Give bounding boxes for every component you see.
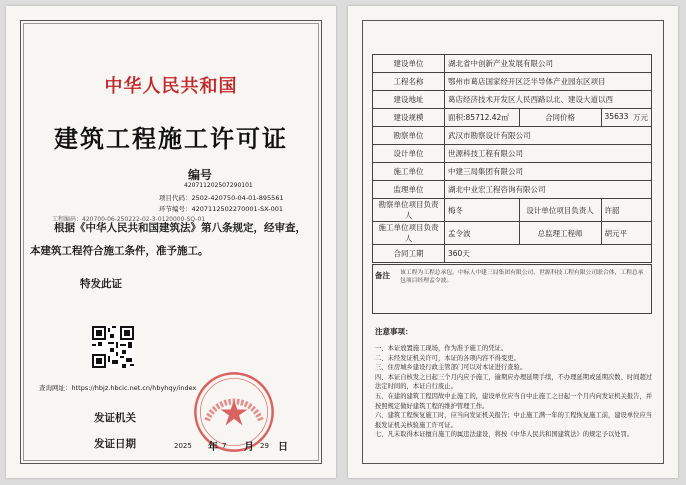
day-char: 日	[278, 442, 288, 453]
project-code: 项目代码：2502-420750-04-01-895561	[159, 194, 284, 202]
builder-value: 湖北省中创新产业发展有限公司	[445, 55, 652, 73]
list-item: 五、在建的建筑工程因故中止施工的，建设单位应当自中止施工之日起一个月内向发证机关报告，并按照规定做好建筑工程的维护管理工作。	[375, 392, 653, 410]
list-item: 六、建筑工程恢复施工时，应当向发证机关报告；中止施工满一年的工程恢复施工前，建设单位应当报发证机关核验施工许可证。	[375, 412, 653, 429]
construct-value: 中建三局集团有限公司	[445, 163, 652, 181]
survey-value: 武汉市勘察设计有限公司	[445, 127, 652, 145]
permit-info-table	[372, 54, 652, 263]
list-item: 四、本证自核发之日起三个月内应予施工，逾期应办理延期手续，不办理延期或延期次数、时间超过法定时间的，本证自行废止。	[375, 373, 653, 391]
supervise-value: 湖北中业宏工程咨询有限公司	[445, 181, 652, 199]
design-label: 设计单位	[373, 145, 445, 163]
certificate-title: 建筑工程施工许可证	[54, 124, 288, 153]
table-row	[373, 127, 652, 145]
table-row	[373, 199, 652, 222]
permit-front-page	[6, 6, 336, 478]
address-label: 建设地址	[373, 91, 445, 109]
body-text-line1: 根据《中华人民共和国建筑法》第八条规定，经审查，	[54, 222, 306, 234]
cautions-title: 注意事项：	[375, 327, 413, 336]
table-row	[373, 109, 652, 127]
table-row	[373, 245, 652, 263]
engineering-code: 工程编码：420700-06-250222-02-3-0120000-SQ-01	[52, 216, 206, 223]
list-item: 二、未经发证机关许可，本证的各项内容不得变更。	[375, 354, 520, 362]
table-row	[373, 73, 652, 91]
construct-pm-value: 孟令波	[445, 222, 520, 245]
table-row	[373, 181, 652, 199]
issue-day: 29	[260, 442, 269, 450]
query-url: 查询网址：https://hbjz.hbcic.net.cn/hbyhqy/index	[39, 384, 197, 392]
table-row	[373, 145, 652, 163]
construct-pm-label: 施工单位项目负责人	[373, 222, 445, 245]
design-pm-label: 设计单位项目负责人	[519, 199, 601, 222]
issue-date-label: 发证日期	[94, 438, 136, 450]
project-value: 鄂州市葛店国家经开区泛半导体产业园东区项目	[445, 73, 652, 91]
certificate-number: 420711202507290101	[184, 182, 253, 189]
chief-value: 胡元平	[601, 222, 651, 245]
period-label: 合同工期	[373, 245, 445, 263]
number-label: 编号	[188, 168, 213, 182]
list-item: 三、住房城乡建设行政主管部门可以对本证进行查验。	[375, 364, 527, 372]
env-code: 环节编号：42071125022700​01-SX-001	[159, 205, 284, 213]
table-row	[373, 55, 652, 73]
body-text-line2: 本建筑工程符合施工条件，准予施工。	[30, 245, 209, 257]
supervise-label: 监理单位	[373, 181, 445, 199]
design-value: 世源科技工程有限公司	[445, 145, 652, 163]
table-row	[373, 222, 652, 245]
issuer-label: 发证机关	[94, 412, 136, 424]
month-char: 月	[244, 442, 254, 453]
chief-label: 总监理工程师	[519, 222, 601, 245]
survey-label: 勘察单位	[373, 127, 445, 145]
builder-label: 建设单位	[373, 55, 445, 73]
scale-label: 建设规模	[373, 109, 445, 127]
list-item: 七、凡未取得本证擅自施工的属违法建设，将按《中华人民共和国建筑法》的规定予以处罚。	[375, 431, 634, 439]
price-value: 35633	[604, 112, 629, 121]
address-value: 葛店经济技术开发区人民西路以北、建设大道以西	[445, 91, 652, 109]
cautions-list	[375, 344, 653, 440]
table-row	[373, 91, 652, 109]
country-name: 中华人民共和国	[104, 76, 238, 97]
table-row	[373, 163, 652, 181]
price-cell	[601, 109, 651, 127]
construct-label: 施工单位	[373, 163, 445, 181]
price-unit: 万元	[633, 113, 648, 122]
price-label: 合同价格	[519, 109, 601, 127]
design-pm-value: 许韶	[601, 199, 651, 222]
list-item: 一、本证放置施工现场，作为准予施工的凭证。	[375, 345, 508, 352]
period-value: 360天	[445, 245, 652, 263]
remark-text: 该工程为工程总承包。中标人中建三局集团有限公司、世源科技工程有限公司联合体，工程总承包项目经理孟令波。	[400, 270, 644, 284]
scale-value: 面积:85712.42㎡	[445, 109, 520, 127]
issue-year: 2025	[174, 442, 192, 450]
special-issue-text: 特发此证	[80, 278, 122, 290]
survey-pm-value: 梅冬	[445, 199, 520, 222]
issue-month: 7	[222, 442, 227, 450]
remark-label: 备注	[375, 271, 390, 280]
qr-code-icon[interactable]	[92, 326, 134, 368]
permit-detail-page	[348, 6, 678, 478]
project-label: 工程名称	[373, 73, 445, 91]
year-char: 年	[208, 442, 218, 453]
survey-pm-label: 勘察单位项目负责人	[373, 199, 445, 222]
